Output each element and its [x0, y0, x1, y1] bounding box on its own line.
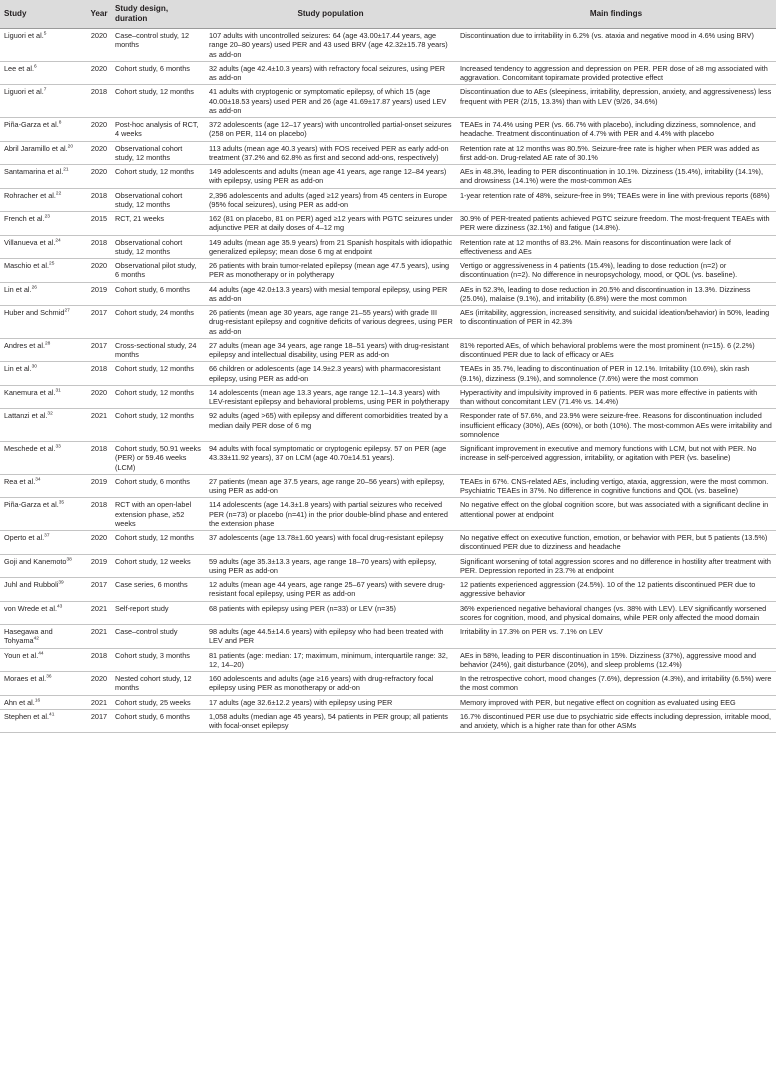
- study-name: Huber and Schmid: [4, 308, 65, 317]
- design-cell: Cohort study, 6 months: [111, 282, 205, 306]
- year-cell: 2019: [87, 554, 111, 578]
- study-name: Goji and Kanemoto: [4, 556, 67, 566]
- table-row: [0, 235, 776, 259]
- study-cell: [0, 442, 87, 475]
- findings-cell: AEs in 48.3%, leading to PER discontinuation in 10.1%. Dizziness (15.4%), irritability (14.1%), and drowsiness (14.1%) were the most-common AEs: [456, 165, 776, 189]
- study-name: Lin et al.: [4, 284, 32, 294]
- population-cell: 12 adults (mean age 44 years, age range 25–67 years) with severe drug-resistant focal epilepsy, using PER as add-on: [205, 578, 456, 602]
- design-cell: Observational pilot study, 6 months: [111, 259, 205, 283]
- study-cell: [0, 212, 87, 236]
- study-cell: [0, 498, 87, 531]
- reference-number: 39: [58, 580, 64, 586]
- study-cell: [0, 29, 87, 62]
- year-cell: 2018: [87, 442, 111, 475]
- findings-cell: 12 patients experienced aggression (24.5%). 10 of the 12 patients discontinued PER due to aggressive behavior: [456, 578, 776, 602]
- table-row: [0, 672, 776, 696]
- study-cell: [0, 531, 87, 555]
- header-findings: Main findings: [456, 0, 776, 29]
- design-cell: Observational cohort study, 12 months: [111, 188, 205, 212]
- table-row: [0, 578, 776, 602]
- study-cell: [0, 578, 87, 602]
- year-cell: 2020: [87, 385, 111, 409]
- year-cell: 2020: [87, 259, 111, 283]
- year-cell: 2018: [87, 362, 111, 386]
- findings-cell: Memory improved with PER, but negative effect on cognition as evaluated using EEG: [456, 695, 776, 709]
- table-row: [0, 531, 776, 555]
- header-year: Year: [87, 0, 111, 29]
- table-row: [0, 625, 776, 649]
- population-cell: 162 (81 on placebo, 81 on PER) aged ≥12 years with PGTC seizures under adjunctive PER at daily doses of 4–12 mg: [205, 212, 456, 236]
- study-name: Rohracher et al.: [4, 190, 56, 200]
- year-cell: 2017: [87, 306, 111, 339]
- reference-number: 37: [44, 533, 50, 539]
- population-cell: 98 adults (age 44.5±14.6 years) with epilepsy who had been treated with LEV and PER: [205, 625, 456, 649]
- findings-cell: Significant improvement in executive and memory functions with LCM, but not with PER. No increase in self-perceived aggression, irritability, or agitation with PER (vs. baseline): [456, 442, 776, 475]
- study-name: Operto et al.: [4, 533, 45, 542]
- reference-number: 38: [66, 557, 72, 563]
- year-cell: 2021: [87, 695, 111, 709]
- year-cell: 2020: [87, 118, 111, 142]
- design-cell: Cohort study, 12 months: [111, 531, 205, 555]
- design-cell: Cohort study, 12 months: [111, 409, 205, 442]
- study-name: Juhl and Rubboli: [4, 580, 59, 589]
- design-cell: Observational cohort study, 12 months: [111, 235, 205, 259]
- population-cell: 27 adults (mean age 34 years, age range 18–51 years) with drug-resistant epilepsy and intellectual disability, using PER as add-on: [205, 338, 456, 362]
- study-name: Santamarina et al.: [4, 167, 64, 176]
- population-cell: 32 adults (age 42.4±10.3 years) with refractory focal seizures, using PER as add-on: [205, 61, 456, 85]
- study-name: Maschio et al.: [4, 261, 50, 270]
- table-row: [0, 188, 776, 212]
- design-cell: Cohort study, 12 months: [111, 165, 205, 189]
- table-row: [0, 85, 776, 118]
- study-cell: [0, 648, 87, 672]
- table-row: [0, 338, 776, 362]
- reference-number: 7: [43, 87, 47, 93]
- findings-cell: 81% reported AEs, of which behavioral problems were the most prominent (n=15). 6 (2.2%) discontinued PER due to lack of efficacy or AEs: [456, 338, 776, 362]
- reference-number: 16: [34, 698, 41, 704]
- study-name: Piña-Garza et al.: [4, 120, 59, 129]
- population-cell: 113 adults (mean age 40.3 years) with FOS received PER as early add-on treatment (37.2% and 62.8% as first and second add-ons, respectively): [205, 141, 456, 165]
- reference-number: 44: [38, 651, 44, 657]
- design-cell: Case–control study: [111, 625, 205, 649]
- population-cell: 81 patients (age: median: 17; maximum, minimum, interquartile range: 32, 12, 14–20): [205, 648, 456, 672]
- study-cell: [0, 385, 87, 409]
- table-row: [0, 554, 776, 578]
- table-row: [0, 118, 776, 142]
- design-cell: Cohort study, 12 weeks: [111, 554, 205, 578]
- design-cell: Cross-sectional study, 24 months: [111, 338, 205, 362]
- design-cell: Cohort study, 12 months: [111, 85, 205, 118]
- design-cell: Self-report study: [111, 601, 205, 625]
- study-cell: [0, 409, 87, 442]
- study-name: Meschede et al.: [4, 444, 56, 453]
- year-cell: 2018: [87, 85, 111, 118]
- year-cell: 2020: [87, 672, 111, 696]
- study-cell: [0, 61, 87, 85]
- reference-number: 21: [63, 167, 69, 173]
- reference-number: 8: [58, 120, 62, 126]
- design-cell: RCT, 21 weeks: [111, 212, 205, 236]
- findings-cell: Irritability in 17.3% on PER vs. 7.1% on LEV: [456, 625, 776, 649]
- table-row: [0, 385, 776, 409]
- design-cell: Nested cohort study, 12 months: [111, 672, 205, 696]
- findings-cell: Hyperactivity and impulsivity improved in 6 patients. PER was more effective in patients with than without concomitant LEV (71.4% vs. 14.4%): [456, 385, 776, 409]
- study-name: Abril Jaramillo et al.: [4, 143, 68, 153]
- findings-cell: Vertigo or aggressiveness in 4 patients (15.4%), leading to dose reduction (n=2) or discontinuation (n=2). No difference in neuropsychology, mood, or QOL (vs. baseline).: [456, 259, 776, 283]
- reference-number: 25: [49, 261, 55, 267]
- population-cell: 68 patients with epilepsy using PER (n=33) or LEV (n=35): [205, 601, 456, 625]
- study-name: Liguori et al.: [4, 31, 44, 40]
- findings-cell: AEs (irritability, aggression, increased sensitivity, and suicidal ideation/behavior) in 50%, leading to discontinuation of PER in 42.3%: [456, 306, 776, 339]
- table-row: [0, 601, 776, 625]
- reference-number: 24: [55, 238, 61, 244]
- findings-cell: AEs in 58%, leading to PER discontinuation in 15%. Dizziness (37%), aggressive mood and behavior (24%), gait disturbance (20%), and sleep problems (12.4%): [456, 648, 776, 672]
- design-cell: Cohort study, 6 months: [111, 709, 205, 733]
- table-row: [0, 165, 776, 189]
- reference-number: 5: [43, 31, 47, 37]
- year-cell: 2017: [87, 338, 111, 362]
- design-cell: Post-hoc analysis of RCT, 4 weeks: [111, 118, 205, 142]
- population-cell: 372 adolescents (age 12–17 years) with uncontrolled partial-onset seizures (258 on PER, 114 on placebo): [205, 118, 456, 142]
- population-cell: 114 adolescents (age 14.3±1.8 years) with partial seizures who received PER (n=73) or placebo (n=41) in the prior double-blind phase and entered the extension phase: [205, 498, 456, 531]
- study-cell: [0, 625, 87, 649]
- study-name: Ahn et al.: [4, 697, 35, 707]
- year-cell: 2019: [87, 282, 111, 306]
- year-cell: 2015: [87, 212, 111, 236]
- study-cell: [0, 709, 87, 733]
- study-name: Youn et al.: [4, 650, 39, 660]
- table-row: [0, 498, 776, 531]
- population-cell: 17 adults (age 32.6±12.2 years) with epilepsy using PER: [205, 695, 456, 709]
- header-population: Study population: [205, 0, 456, 29]
- findings-cell: Discontinuation due to irritability in 6.2% (vs. ataxia and negative mood in 4.6% using BRV): [456, 29, 776, 62]
- findings-cell: No negative effect on executive function, emotion, or behavior with PER, but 5 patients (13.5%) discontinued PER due to dizziness and headache: [456, 531, 776, 555]
- table-row: [0, 362, 776, 386]
- header-row: [0, 0, 776, 29]
- table-body: [0, 29, 776, 733]
- header-design: Study design, duration: [111, 0, 205, 29]
- year-cell: 2020: [87, 61, 111, 85]
- reference-number: 33: [55, 444, 61, 450]
- study-name: Rea et al.: [4, 476, 36, 486]
- year-cell: 2020: [87, 165, 111, 189]
- study-cell: [0, 601, 87, 625]
- findings-cell: In the retrospective cohort, mood changes (7.6%), depression (4.3%), and irritability (6.5%) were the most common: [456, 672, 776, 696]
- population-cell: 107 adults with uncontrolled seizures: 64 (age 43.00±17.44 years, age range 20–80 years) used PER and 43 used BRV (age 42.32±15.78 years) as add-on: [205, 29, 456, 62]
- study-cell: [0, 695, 87, 709]
- study-cell: [0, 85, 87, 118]
- design-cell: Cohort study, 12 months: [111, 385, 205, 409]
- table-row: [0, 442, 776, 475]
- study-name: Villanueva et al.: [4, 237, 56, 247]
- population-cell: 92 adults (aged >65) with epilepsy and different comorbidities treated by a median daily PER dose of 6 mg: [205, 409, 456, 442]
- study-cell: [0, 282, 87, 306]
- table-row: [0, 212, 776, 236]
- reference-number: 30: [31, 364, 37, 370]
- study-name: Andres et al.: [4, 340, 45, 350]
- table-row: [0, 61, 776, 85]
- year-cell: 2017: [87, 709, 111, 733]
- population-cell: 94 adults with focal symptomatic or cryptogenic epilepsy. 57 on PER (age 43.33±11.92 years), 37 on LCM (age 40.70±14.51 years).: [205, 442, 456, 475]
- findings-cell: Responder rate of 57.6%, and 23.9% were seizure-free. Reasons for discontinuation included insufficient efficacy (30%), AEs (60%), or both (10%). The most-common AEs were irritability and somnolence: [456, 409, 776, 442]
- study-name: French et al.: [4, 214, 45, 223]
- study-name: Lattanzi et al.: [4, 411, 48, 421]
- population-cell: 59 adults (age 35.3±13.3 years, age range 18–70 years) with epilepsy, using PER as add-on: [205, 554, 456, 578]
- table-row: [0, 259, 776, 283]
- findings-cell: 16.7% discontinued PER use due to psychiatric side effects including depression, irritable mood, and anxiety, which is a higher rate than for other ASMs: [456, 709, 776, 733]
- year-cell: 2020: [87, 531, 111, 555]
- design-cell: RCT with an open-label extension phase, ≥52 weeks: [111, 498, 205, 531]
- study-cell: [0, 259, 87, 283]
- population-cell: 14 adolescents (mean age 13.3 years, age range 12.1–14.3 years) with LEV-resistant epilepsy and behavioral problems, using PER in polytherapy: [205, 385, 456, 409]
- table-row: [0, 282, 776, 306]
- design-cell: Cohort study, 3 months: [111, 648, 205, 672]
- findings-cell: AEs in 52.3%, leading to dose reduction in 20.5% and discontinuation in 13.3%. Dizziness (25.0%), malaise (9.1%), and irritability (6.8%) were the most common: [456, 282, 776, 306]
- study-cell: [0, 474, 87, 498]
- reference-number: 41: [49, 712, 55, 718]
- population-cell: 27 patients (mean age 37.5 years, age range 20–56 years) with epilepsy, using PER as add-on: [205, 474, 456, 498]
- population-cell: 2,396 adolescents and adults (aged ≥12 years) from 45 centers in Europe (95% focal seizures), using PER as add-on: [205, 188, 456, 212]
- design-cell: Cohort study, 25 weeks: [111, 695, 205, 709]
- study-cell: [0, 362, 87, 386]
- study-name: Lee et al.: [4, 63, 35, 73]
- study-name: Liguori et al.: [4, 87, 44, 97]
- population-cell: 26 patients with brain tumor-related epilepsy (mean age 47.5 years), using PER as monotherapy or in polytherapy: [205, 259, 456, 283]
- reference-number: 34: [35, 477, 41, 483]
- study-name: von Wrede et al.: [4, 603, 57, 613]
- findings-cell: 36% experienced negative behavioral changes (vs. 38% with LEV). LEV significantly worsened scores for cognition, mood, and physical domains, while PER only affected the mood domain: [456, 601, 776, 625]
- study-cell: [0, 306, 87, 339]
- table-row: [0, 29, 776, 62]
- study-cell: [0, 165, 87, 189]
- year-cell: 2018: [87, 235, 111, 259]
- year-cell: 2018: [87, 498, 111, 531]
- findings-cell: Increased tendency to aggression and depression on PER. PER dose of ≥8 mg associated with aggravation. Concomitant topiramate provided protective effect: [456, 61, 776, 85]
- findings-cell: TEAEs in 74.4% using PER (vs. 66.7% with placebo), including dizziness, somnolence, and headache. Treatment discontinuation of 4.7% with PER and 4.4% with placebo: [456, 118, 776, 142]
- year-cell: 2020: [87, 141, 111, 165]
- design-cell: Observational cohort study, 12 months: [111, 141, 205, 165]
- study-cell: [0, 141, 87, 165]
- study-cell: [0, 672, 87, 696]
- table-row: [0, 141, 776, 165]
- findings-cell: 1-year retention rate of 48%, seizure-free in 9%; TEAEs were in line with previous reports (68%): [456, 188, 776, 212]
- study-name: Hasegawa and Tohyama: [4, 627, 53, 646]
- table-header: [0, 0, 776, 29]
- design-cell: Cohort study, 6 months: [111, 474, 205, 498]
- design-cell: Cohort study, 6 months: [111, 61, 205, 85]
- population-cell: 149 adolescents and adults (mean age 41 years, age range 12–84 years) with epilepsy, using PER as add-on: [205, 165, 456, 189]
- reference-number: 23: [44, 214, 50, 220]
- year-cell: 2019: [87, 474, 111, 498]
- population-cell: 26 patients (mean age 30 years, age range 21–55 years) with grade III drug-resistant epilepsy and cognitive deficits of various degrees, using PER as add-on: [205, 306, 456, 339]
- findings-cell: Retention rate at 12 months of 83.2%. Main reasons for discontinuation were lack of effectiveness and AEs: [456, 235, 776, 259]
- design-cell: Case–control study, 12 months: [111, 29, 205, 62]
- reference-number: 6: [34, 64, 37, 70]
- reference-number: 42: [33, 636, 39, 642]
- findings-cell: TEAEs in 67%. CNS-related AEs, including vertigo, ataxia, aggression, were the most common. Psychiatric TEAEs in 37%. No difference in cognitive functions and QOL (vs. baseline): [456, 474, 776, 498]
- header-study: Study: [0, 0, 87, 29]
- design-cell: Case series, 6 months: [111, 578, 205, 602]
- study-name: Kanemura et al.: [4, 387, 56, 397]
- reference-number: 22: [55, 191, 62, 197]
- design-cell: Cohort study, 24 months: [111, 306, 205, 339]
- study-cell: [0, 235, 87, 259]
- year-cell: 2018: [87, 188, 111, 212]
- year-cell: 2017: [87, 578, 111, 602]
- design-cell: Cohort study, 12 months: [111, 362, 205, 386]
- reference-number: 36: [46, 674, 52, 680]
- year-cell: 2021: [87, 625, 111, 649]
- year-cell: 2020: [87, 29, 111, 62]
- reference-number: 27: [64, 308, 70, 314]
- study-cell: [0, 188, 87, 212]
- population-cell: 1,058 adults (median age 45 years), 54 patients in PER group; all patients with focal-onset epilepsy: [205, 709, 456, 733]
- table-row: [0, 695, 776, 709]
- findings-cell: Significant worsening of total aggression scores and no difference in hostility after treatment with PER. Depression reported in 23.7% at endpoint: [456, 554, 776, 578]
- year-cell: 2018: [87, 648, 111, 672]
- study-name: Piña-Garza et al.: [4, 500, 59, 510]
- findings-cell: Retention rate at 12 months was 80.5%. Seizure-free rate is higher when PER was added as first add-on. Drug-related AE rate of 30.1%: [456, 141, 776, 165]
- design-cell: Cohort study, 50.91 weeks (PER) or 59.46 weeks (LCM): [111, 442, 205, 475]
- findings-cell: Discontinuation due to AEs (sleepiness, irritability, depression, anxiety, and aggressiveness) less frequent with PER (2/15, 13.3%) than with LEV (9/26, 34.6%): [456, 85, 776, 118]
- study-cell: [0, 338, 87, 362]
- population-cell: 66 children or adolescents (age 14.9±2.3 years) with pharmacoresistant epilepsy, using PER as add-on: [205, 362, 456, 386]
- reference-number: 20: [67, 144, 74, 150]
- population-cell: 41 adults with cryptogenic or symptomatic epilepsy, of which 15 (age 40.00±18.53 years) used PER and 26 (age 41.69±17.87 years) used LEV as add-on: [205, 85, 456, 118]
- study-name: Moraes et al.: [4, 674, 47, 683]
- findings-cell: 30.9% of PER-treated patients achieved PGTC seizure freedom. The most-frequent TEAEs with PER were dizziness (32.1%) and fatigue (14.8%).: [456, 212, 776, 236]
- reference-number: 31: [55, 388, 61, 394]
- table-row: [0, 409, 776, 442]
- reference-number: 26: [31, 285, 37, 291]
- population-cell: 160 adolescents and adults (age ≥16 years) with drug-refractory focal epilepsy using PER as monotherapy or add-on: [205, 672, 456, 696]
- study-name: Lin et al.: [4, 364, 32, 374]
- study-cell: [0, 554, 87, 578]
- study-cell: [0, 118, 87, 142]
- population-cell: 149 adults (mean age 35.9 years) from 21 Spanish hospitals with idiopathic generalized epilepsy; mean dose 6 mg at endpoint: [205, 235, 456, 259]
- year-cell: 2021: [87, 601, 111, 625]
- table-row: [0, 474, 776, 498]
- table-row: [0, 306, 776, 339]
- table-row: [0, 709, 776, 733]
- reference-number: 43: [57, 604, 63, 610]
- study-name: Stephen et al.: [4, 711, 50, 721]
- population-cell: 37 adolescents (age 13.78±1.60 years) with focal drug-resistant epilepsy: [205, 531, 456, 555]
- reference-number: 35: [58, 500, 65, 506]
- reference-number: 28: [44, 341, 51, 347]
- population-cell: 44 adults (age 42.0±13.3 years) with mesial temporal epilepsy, using PER as add-on: [205, 282, 456, 306]
- findings-cell: No negative effect on the global cognition score, but was associated with a significant decline in attentional power at endpoint: [456, 498, 776, 531]
- table-row: [0, 648, 776, 672]
- year-cell: 2021: [87, 409, 111, 442]
- findings-cell: TEAEs in 35.7%, leading to discontinuation of PER in 12.1%. Irritability (10.6%), skin rash (9.1%), dizziness (9.1%), and somnolence (7.6%) were the most common: [456, 362, 776, 386]
- reference-number: 32: [47, 411, 53, 417]
